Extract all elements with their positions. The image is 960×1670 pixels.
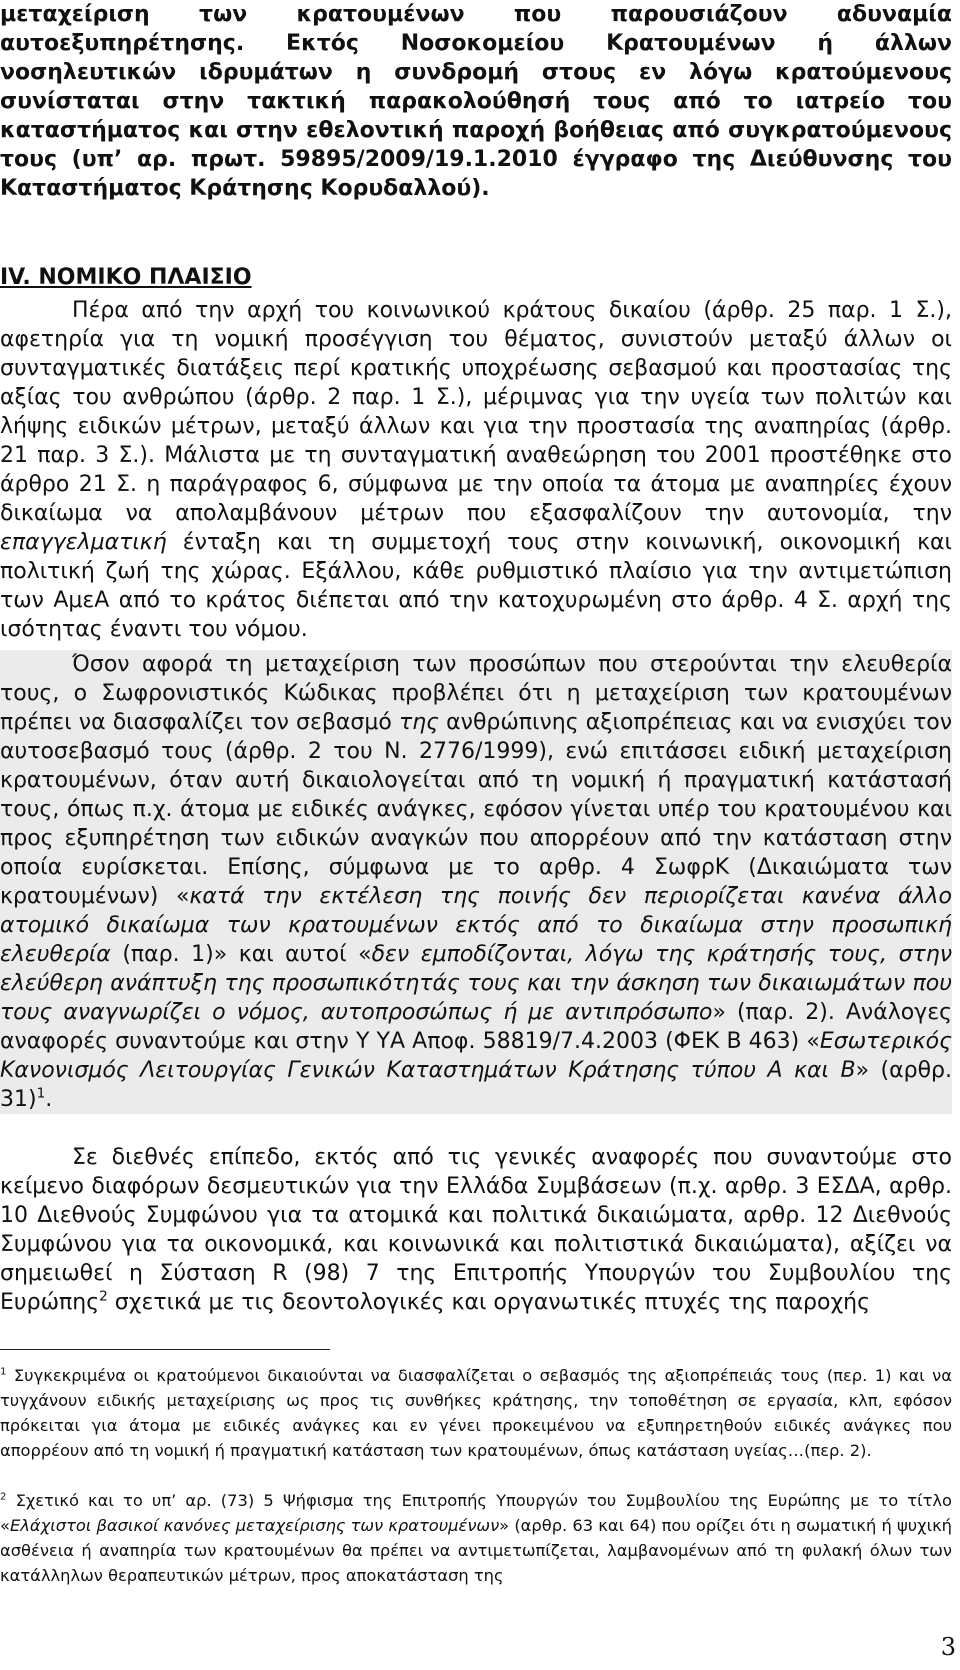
footnote-1 bbox=[0, 1363, 952, 1463]
text-run: » (παρ. 2). Ανάλογες αναφορές συναντούμε και στην Υ ΥΑ Αποφ. 58819/7.4.2003 (ΦΕΚ Β 463) « bbox=[0, 1000, 952, 1054]
text-run: ένταξη και τη συμμετοχή τους στην κοινωνική, οικονομική και πολιτική ζωή της χώρας. Εξάλλου, κάθε ρυθμιστικό πλαίσιο για την αντιμετώπιση των ΑμεΑ από το κράτος διέπεται από την κατοχυρωμένη στο άρθρ. 4 Σ. αρχή της ισότητας έναντι του νόμου. bbox=[0, 530, 952, 642]
paragraph-text: μεταχείριση των κρατουμένων που παρουσιάζουν αδυναμία αυτοεξυπηρέτησης. Εκτός Νοσοκομείου Κρατουμένων ή άλλων νοσηλευτικών ιδρυμάτων η συνδρομή στους εν λόγω κρατούμενους συνίσταται στην τακτική παρακολούθησή τους από το ιατρείο του καταστήματος και στην εθελοντική παροχή βοήθειας από συγκρατούμενους τους (υπ’ αρ. πρωτ. 59895/2009/19.1.2010 έγγραφο της Διεύθυνσης του Καταστήματος Κράτησης Κορυδαλλού). bbox=[0, 2, 952, 201]
italic-term: της bbox=[398, 710, 440, 735]
footnote-marker: 1 bbox=[0, 1366, 7, 1378]
footnote-text: » (αρθρ. 63 και 64) που ορίζει ότι η σωματική ή ψυχική ασθένεια ή αναπηρία των κρατουμένων θα πρέπει να αντιμετωπίζεται, λαμβανομένων από τη φυλακή όλων των κατάλληλων θεραπευτικών μέτρων, προς αποκατάσταση της bbox=[0, 1516, 952, 1585]
footnote-separator bbox=[0, 1349, 330, 1350]
text-run: Όσον αφορά τη μεταχείριση των προσώπων που στερούνται την ελευθερία τους, ο Σωφρονιστικός Κώδικας προβλέπει ότι η μεταχείριση των κρατουμένων πρέπει να διασφαλίζει τον σεβασμό bbox=[0, 652, 952, 735]
footnote-text: Συγκεκριμένα οι κρατούμενοι δικαιούνται να διασφαλίζεται ο σεβασμός της αξιοπρέπειάς τους (περ. 1) και να τυγχάνουν ειδικής μεταχείρισης ως προς τις συνθήκες κράτησης, την τοποθέτηση σε εργασία, κλπ, εφόσον πρόκειται για άτομα με ειδικές ανάγκες και εν γένει προκειμένου να εξυπηρετηθούν ειδικές ανάγκες που απορρέουν από τη νομική ή πραγματική κατάσταση των κρατουμένων, όπως κατάσταση υγείας…(περ. 2). bbox=[0, 1366, 952, 1460]
text-run: σχετικά με τις δεοντολογικές και οργανωτικές πτυχές της παροχής bbox=[107, 1290, 871, 1315]
footnote-reference: 2 bbox=[99, 1288, 108, 1305]
italic-term: επαγγελματική bbox=[0, 530, 167, 555]
italic-quote: κατά την εκτέλεση της ποινής δεν περιορίζεται κανένα άλλο ατομικό δικαίωμα των κρατουμένων εκτός από το δικαίωμα στην προσωπική ελευθερία bbox=[0, 884, 953, 967]
text-run: Πέρα από την αρχή του κοινωνικού κράτους δικαίου (άρθρ. 25 παρ. 1 Σ.), αφετηρία για τη νομική προσέγγιση του θέματος, συνιστούν μεταξύ άλλων οι συνταγματικές διατάξεις περί κρατικής υποχρέωσης σεβασμού και προστασίας της αξίας του ανθρώπου (άρθρ. 2 παρ. 1 Σ.), μέριμνας για την υγεία των πολιτών και λήψης ειδικών μέτρων, μεταξύ άλλων και για την προστασία της αναπηρίας (άρθρ. 21 παρ. 3 Σ.). Μάλιστα με τη συνταγματική αναθεώρηση του 2001 προστέθηκε στο άρθρο 21 Σ. η παράγραφος 6, σύμφωνα με την οποία τα άτομα με αναπηρίες έχουν δικαίωμα να απολαμβάνουν μέτρων που εξασφαλίζουν την αυτονομία, την bbox=[0, 298, 952, 526]
section-heading: IV. ΝΟΜΙΚΟ ΠΛΑΙΣΙΟ bbox=[0, 265, 252, 290]
footnote-marker: 2 bbox=[0, 1491, 7, 1503]
paragraph-detention-treatment bbox=[0, 650, 952, 1114]
text-run: » (αρθρ. 31) bbox=[0, 1058, 953, 1112]
paragraph-international bbox=[0, 1143, 952, 1317]
italic-quote: Εσωτερικός Κανονισμός Λειτουργίας Γενικών Καταστημάτων Κράτησης τύπου Α και Β bbox=[0, 1029, 952, 1083]
paragraph-legal-framework bbox=[0, 296, 952, 644]
text-run: (παρ. 1)» και αυτοί « bbox=[110, 942, 372, 967]
footnote-reference: 1 bbox=[36, 1085, 46, 1102]
footnote-text: Σχετικό και το υπ’ αρ. (73) 5 Ψήφισμα της Επιτροπής Υπουργών του Συμβουλίου της Ευρώπης με το τίτλο « bbox=[0, 1491, 952, 1535]
text-run: ανθρώπινης αξιοπρέπειας και να ενισχύει τον αυτοσεβασμό τους (άρθρ. 2 του Ν. 2776/1999), ενώ επιτάσσει ειδική μεταχείριση κρατουμένων, όταν αυτή δικαιολογείται από τη νομική ή πραγματική κατάστασή τους, όπως π.χ. άτομα με ειδικές ανάγκες, εφόσον γίνεται υπέρ του κρατουμένου και προς εξυπηρέτηση των ειδικών αναγκών που απορρέουν από την κατάσταση στην οποία ευρίσκεται. Επίσης, σύμφωνα με το αρθρ. 4 ΣωφρΚ (Δικαιώματα των κρατουμένων) « bbox=[0, 710, 952, 909]
text-run: . bbox=[45, 1087, 53, 1112]
italic-title: Ελάχιστοι βασικοί κανόνες μεταχείρισης των κρατουμένων bbox=[9, 1516, 500, 1535]
italic-quote: δεν εμποδίζονται, λόγω της κράτησής τους, στην ελεύθερη ανάπτυξη της προσωπικότητάς τους και την άσκηση των δικαιωμάτων που τους αναγνωρίζει ο νόμος, αυτοπροσώπως ή με αντιπρόσωπο bbox=[0, 942, 953, 1025]
paragraph-prison-care bbox=[0, 0, 952, 203]
page-number: 3 bbox=[940, 1633, 956, 1661]
text-run: Σε διεθνές επίπεδο, εκτός από τις γενικές αναφορές που συναντούμε στο κείμενο διαφόρων δεσμευτικών για την Ελλάδα Συμβάσεων (π.χ. αρθρ. 3 ΕΣΔΑ, αρθρ. 10 Διεθνούς Συμφώνου για τα ατομικά και πολιτικά δικαιώματα, αρθρ. 12 Διεθνούς Συμφώνου για τα οικονομικά, και κοινωνικά και πολιτιστικά δικαιώματα), αξίζει να σημειωθεί η Σύσταση R (98) 7 της Επιτροπής Υπουργών του Συμβουλίου της Ευρώπης bbox=[0, 1145, 952, 1315]
footnote-2 bbox=[0, 1488, 952, 1588]
